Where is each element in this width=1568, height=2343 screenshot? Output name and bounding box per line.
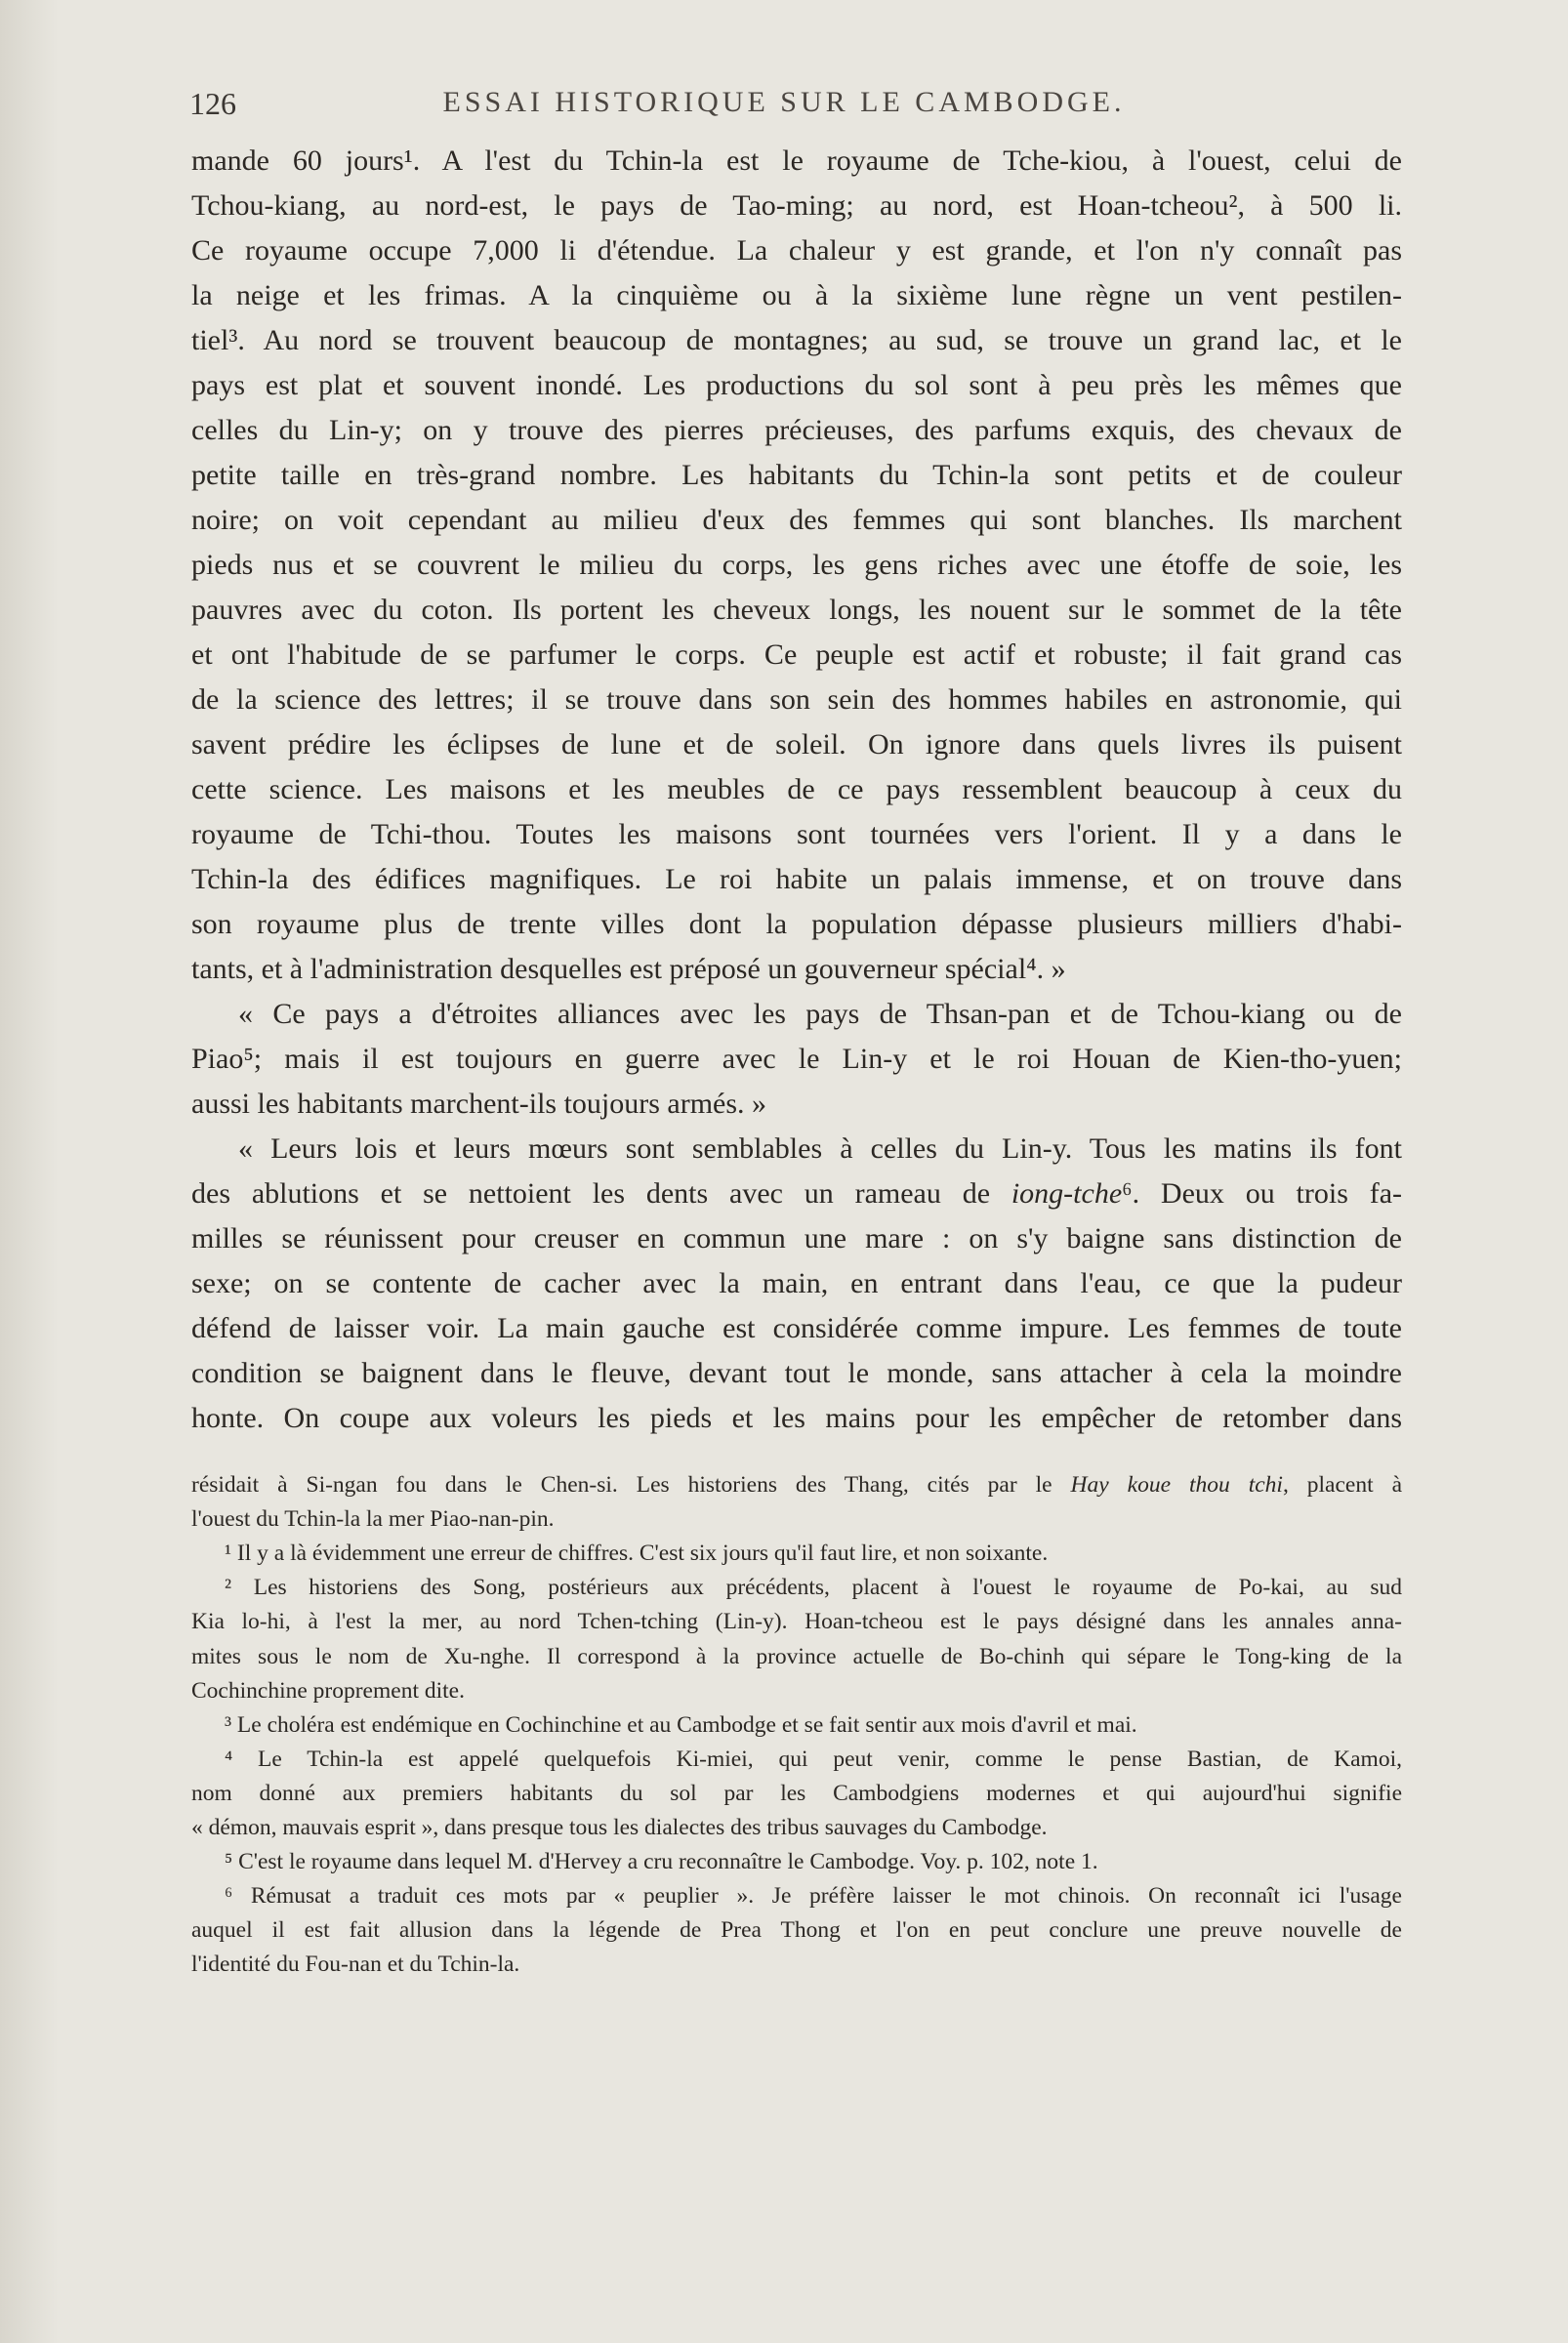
text-line: Ce royaume occupe 7,000 li d'étendue. La chaleur y est grande, et l'on n'y connaît pas <box>191 234 1402 267</box>
footnote-line: ¹ Il y a là évidemment une erreur de chiffres. C'est six jours qu'il faut lire, et non soixante. <box>225 1541 1049 1567</box>
text-line: mande 60 jours¹. A l'est du Tchin-la est le royaume de Tche-kiou, à l'ouest, celui de <box>191 144 1402 177</box>
text-line: condition se baignent dans le fleuve, devant tout le monde, sans attacher à cela la moindre <box>191 1357 1402 1389</box>
text-line: tants, et à l'administration desquelles est préposé un gouverneur spécial⁴. » <box>191 953 1066 985</box>
text-line <box>191 1177 1402 1211</box>
text-line: Piao⁵; mais il est toujours en guerre avec le Lin-y et le roi Houan de Kien-tho-yuen; <box>191 1043 1402 1075</box>
text-line: « Ce pays a d'étroites alliances avec les pays de Thsan-pan et de Tchou-kiang ou de <box>238 998 1402 1030</box>
footnote-line: l'ouest du Tchin-la la mer Piao-nan-pin. <box>191 1506 555 1533</box>
text-line: sexe; on se contente de cacher avec la main, en entrant dans l'eau, ce que la pudeur <box>191 1267 1402 1299</box>
footnote-line: Cochinchine proprement dite. <box>191 1677 465 1704</box>
text-line: son royaume plus de trente villes dont la population dépasse plusieurs milliers d'habi- <box>191 908 1402 940</box>
text-line: celles du Lin-y; on y trouve des pierres précieuses, des parfums exquis, des chevaux de <box>191 414 1402 446</box>
italic-term: iong-tche <box>1011 1177 1123 1210</box>
text-line: défend de laisser voir. La main gauche est considérée comme impure. Les femmes de toute <box>191 1312 1402 1344</box>
text-line: noire; on voit cependant au milieu d'eux des femmes qui sont blanches. Ils marchent <box>191 504 1402 536</box>
text-line: pieds nus et se couvrent le milieu du corps, les gens riches avec une étoffe de soie, les <box>191 549 1402 581</box>
text-line: pays est plat et souvent inondé. Les productions du sol sont à peu près les mêmes que <box>191 369 1402 401</box>
footnote-line: auquel il est fait allusion dans la légende de Prea Thong et l'on en peut conclure une preuve nouvelle de <box>191 1917 1402 1944</box>
page-edge-shadow <box>0 0 59 2343</box>
footnote-line: ⁵ C'est le royaume dans lequel M. d'Hervey a cru reconnaître le Cambodge. Voy. p. 102, note 1. <box>225 1849 1098 1875</box>
footnote-line: mites sous le nom de Xu-nghe. Il correspond à la province actuelle de Bo-chinh qui sépare le Tong-king de la <box>191 1643 1402 1669</box>
footnote-line: « démon, mauvais esprit », dans presque tous les dialectes des tribus sauvages du Cambodge. <box>191 1815 1048 1840</box>
text-line: Tchou-kiang, au nord-est, le pays de Tao-ming; au nord, est Hoan-tcheou², à 500 li. <box>191 189 1402 222</box>
text-span: des ablutions et se nettoient les dents avec un rameau de <box>191 1177 1011 1210</box>
footnote-line: l'identité du Fou-nan et du Tchin-la. <box>191 1952 520 1978</box>
text-line: honte. On coupe aux voleurs les pieds et les mains pour les empêcher de retomber dans <box>191 1402 1402 1434</box>
text-line: milles se réunissent pour creuser en commun une mare : on s'y baigne sans distinction de <box>191 1222 1402 1254</box>
text-span: , placent à <box>1282 1472 1402 1498</box>
text-line: et ont l'habitude de se parfumer le corps. Ce peuple est actif et robuste; il fait grand cas <box>191 638 1402 671</box>
text-line: royaume de Tchi-thou. Toutes les maisons sont tournées vers l'orient. Il y a dans le <box>191 818 1402 850</box>
text-line: cette science. Les maisons et les meubles de ce pays ressemblent beaucoup à ceux du <box>191 773 1402 805</box>
footnote-line: ² Les historiens des Song, postérieurs aux précédents, placent à l'ouest le royaume de Po-kai, au sud <box>225 1575 1402 1601</box>
page-number: 126 <box>189 86 236 121</box>
text-span: résidait à Si-ngan fou dans le Chen-si. Les historiens des Thang, cités par le <box>191 1472 1071 1498</box>
text-line: Tchin-la des édifices magnifiques. Le roi habite un palais immense, et on trouve dans <box>191 863 1402 895</box>
text-line: « Leurs lois et leurs mœurs sont semblables à celles du Lin-y. Tous les matins ils font <box>238 1132 1402 1165</box>
text-line: pauvres avec du coton. Ils portent les cheveux longs, les nouent sur le sommet de la tête <box>191 594 1402 626</box>
italic-term: Hay koue thou tchi <box>1070 1472 1283 1498</box>
text-line: la neige et les frimas. A la cinquième ou à la sixième lune règne un vent pestilen- <box>191 279 1402 311</box>
text-line: savent prédire les éclipses de lune et de soleil. On ignore dans quels livres ils puisent <box>191 728 1402 760</box>
text-line: aussi les habitants marchent-ils toujours armés. » <box>191 1088 767 1120</box>
running-title: ESSAI HISTORIQUE SUR LE CAMBODGE. <box>442 86 1126 118</box>
text-line: de la science des lettres; il se trouve dans son sein des hommes habiles en astronomie, qui <box>191 683 1402 716</box>
text-line: tiel³. Au nord se trouvent beaucoup de montagnes; au sud, se trouve un grand lac, et le <box>191 324 1402 356</box>
footnote-line <box>191 1472 1402 1499</box>
footnote-line: Kia lo-hi, à l'est la mer, au nord Tchen-tching (Lin-y). Hoan-tcheou est le pays désigné dans les annales anna- <box>191 1609 1402 1635</box>
text-line: petite taille en très-grand nombre. Les habitants du Tchin-la sont petits et de couleur <box>191 459 1402 491</box>
text-span: ⁶. Deux ou trois fa- <box>1122 1177 1403 1210</box>
footnote-line: ³ Le choléra est endémique en Cochinchine et au Cambodge et se fait sentir aux mois d'avril et mai. <box>225 1711 1137 1738</box>
footnote-line: nom donné aux premiers habitants du sol par les Cambodgiens modernes et qui aujourd'hui signifie <box>191 1780 1402 1806</box>
footnote-line: ⁶ Rémusat a traduit ces mots par « peuplier ». Je préfère laisser le mot chinois. On reconnaît ici l'usage <box>225 1883 1402 1910</box>
footnote-line: ⁴ Le Tchin-la est appelé quelquefois Ki-miei, qui peut venir, comme le pense Bastian, de Kamoi, <box>225 1746 1402 1772</box>
